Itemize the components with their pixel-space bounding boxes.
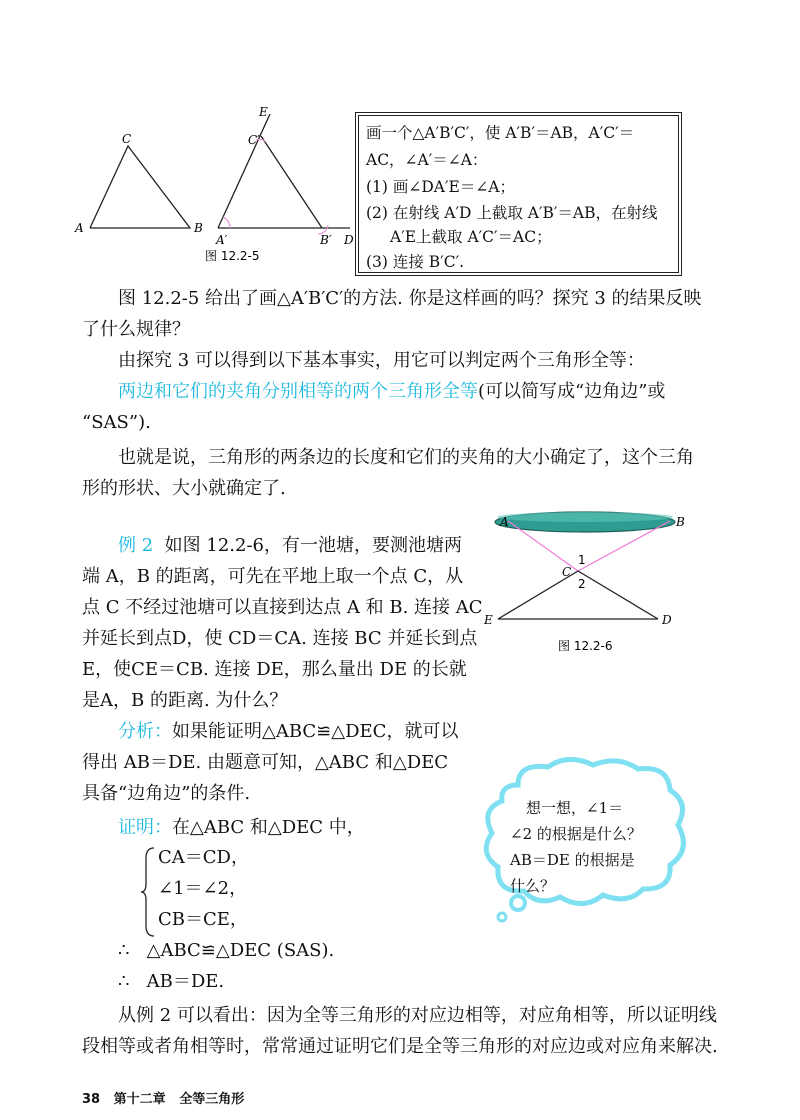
construction-box (355, 112, 682, 276)
analysis-line3: 具备“边角边”的条件. (82, 783, 251, 804)
example2-text1: 如图 12.2-6，有一池塘，要测池塘两 (164, 535, 462, 556)
box-step-2-cont: A′E上截取 A′C′＝AC； (390, 228, 552, 246)
label-angle-2: 2 (578, 577, 586, 591)
proof-intro (118, 812, 365, 843)
label-e: E (484, 613, 493, 627)
arc-at-a2 (223, 217, 230, 228)
label-d: D (344, 233, 354, 247)
think-cloud-line1: 想一想，∠1＝ (526, 799, 624, 817)
example2-line4: 并延长到点D，使 CD＝CA. 连接 BC 并延长到点 (82, 628, 478, 649)
para1-line2: 了什么规律？ (82, 319, 190, 340)
label-e: E (259, 105, 268, 119)
label-c-prime: C′ (248, 133, 260, 147)
sas-highlight: 两边和它们的夹角分别相等的两个三角形全等 (118, 381, 478, 402)
figure-12-2-6 (478, 500, 700, 660)
analysis-line2: 得出 AB＝DE. 由题意可知，△ABC 和△DEC (82, 752, 449, 773)
label-a: A (75, 221, 84, 235)
proof-condition-2: ∠1＝∠2， (158, 878, 248, 899)
label-c: C (562, 565, 572, 579)
ray-a2e (218, 114, 270, 228)
analysis-label: 分析： (118, 721, 172, 742)
label-d: D (662, 613, 672, 627)
example2-line3: 点 C 不经过池塘可以直接到达点 A 和 B. 连接 AC (82, 597, 483, 618)
proof-conclusion-2 (118, 966, 224, 997)
box-step-1: (1) 画∠DA′E＝∠A； (366, 178, 516, 196)
para1-line1: 图 12.2-5 给出了画△A′B′C′的方法. 你是这样画的吗？探究 3 的结果反映 (118, 288, 702, 309)
page-number: 38 (82, 1092, 101, 1107)
para3-line2: 形的形状、大小就确定了. (82, 478, 286, 499)
para2: 由探究 3 可以得到以下基本事实，用它可以判定两个三角形全等： (118, 350, 645, 371)
sas-rest: (可以简写成“边角边”或 (478, 381, 666, 402)
proof-brace (140, 846, 156, 938)
segment-cd (578, 571, 658, 619)
analysis-text1: 如果能证明△ABC≌△DEC，就可以 (172, 721, 459, 742)
conclusion-line1: 从例 2 可以看出：因为全等三角形的对应边相等，对应角相等，所以证明线 (118, 1005, 717, 1026)
think-cloud-line3: AB＝DE 的根据是 (510, 851, 635, 869)
box-step-3: (3) 连接 B′C′. (366, 253, 465, 271)
therefore-symbol: ∴ (118, 940, 130, 961)
triangle-abc (90, 146, 190, 228)
proof-condition-3: CB＝CE， (158, 909, 248, 930)
para3-line1: 也就是说，三角形的两条边的长度和它们的夹角的大小确定了，这个三角 (118, 447, 694, 468)
figure-caption: 图 12.2-5 (205, 249, 260, 263)
proof-label: 证明： (118, 817, 172, 838)
example2-line2: 端 A，B 的距离，可先在平地上取一个点 C，从 (82, 566, 464, 587)
box-line-2: AC，∠A′＝∠A： (366, 151, 488, 169)
label-a-prime: A′ (216, 233, 228, 247)
proof-conclusion-2-text: AB＝DE. (146, 971, 225, 992)
think-cloud-line4: 什么？ (510, 877, 556, 895)
box-step-2: (2) 在射线 A′D 上截取 A′B′＝AB，在射线 (366, 204, 658, 222)
conclusion-line2: 段相等或者角相等时，常常通过证明它们是全等三角形的对应边或对应角来解决. (82, 1036, 718, 1057)
figure-12-2-5 (70, 100, 360, 270)
sas-line2: “SAS”). (82, 412, 151, 433)
proof-condition-1: CA＝CD， (158, 847, 249, 868)
label-c: C (122, 132, 132, 146)
figure-caption: 图 12.2-6 (558, 639, 613, 653)
chapter-number: 第十二章 (113, 1092, 166, 1107)
box-line-1: 画一个△A′B′C′，使 A′B′＝AB，A′C′＝ (366, 124, 635, 142)
label-b: B (676, 515, 685, 529)
example2-line1 (118, 530, 462, 561)
example2-line6: 是A，B 的距离. 为什么？ (82, 690, 288, 711)
label-b: B (194, 221, 203, 235)
label-a: A (500, 515, 509, 529)
proof-intro-text: 在△ABC 和△DEC 中， (172, 817, 365, 838)
think-cloud-line2: ∠2 的根据是什么？ (510, 825, 642, 843)
analysis-line1 (118, 716, 458, 747)
sas-statement (118, 376, 665, 407)
proof-conclusion-1 (118, 935, 334, 966)
proof-conclusion-1-text: △ABC≌△DEC (SAS). (146, 940, 335, 961)
label-angle-1: 1 (578, 553, 586, 567)
example2-label: 例 2 (118, 535, 154, 556)
label-b-prime: B′ (320, 233, 332, 247)
example2-line5: E，使CE＝CB. 连接 DE，那么量出 DE 的长就 (82, 659, 467, 680)
segment-b2c2 (261, 136, 322, 228)
chapter-title: 全等三角形 (179, 1092, 245, 1107)
therefore-symbol: ∴ (118, 971, 130, 992)
page-footer (82, 1088, 244, 1107)
